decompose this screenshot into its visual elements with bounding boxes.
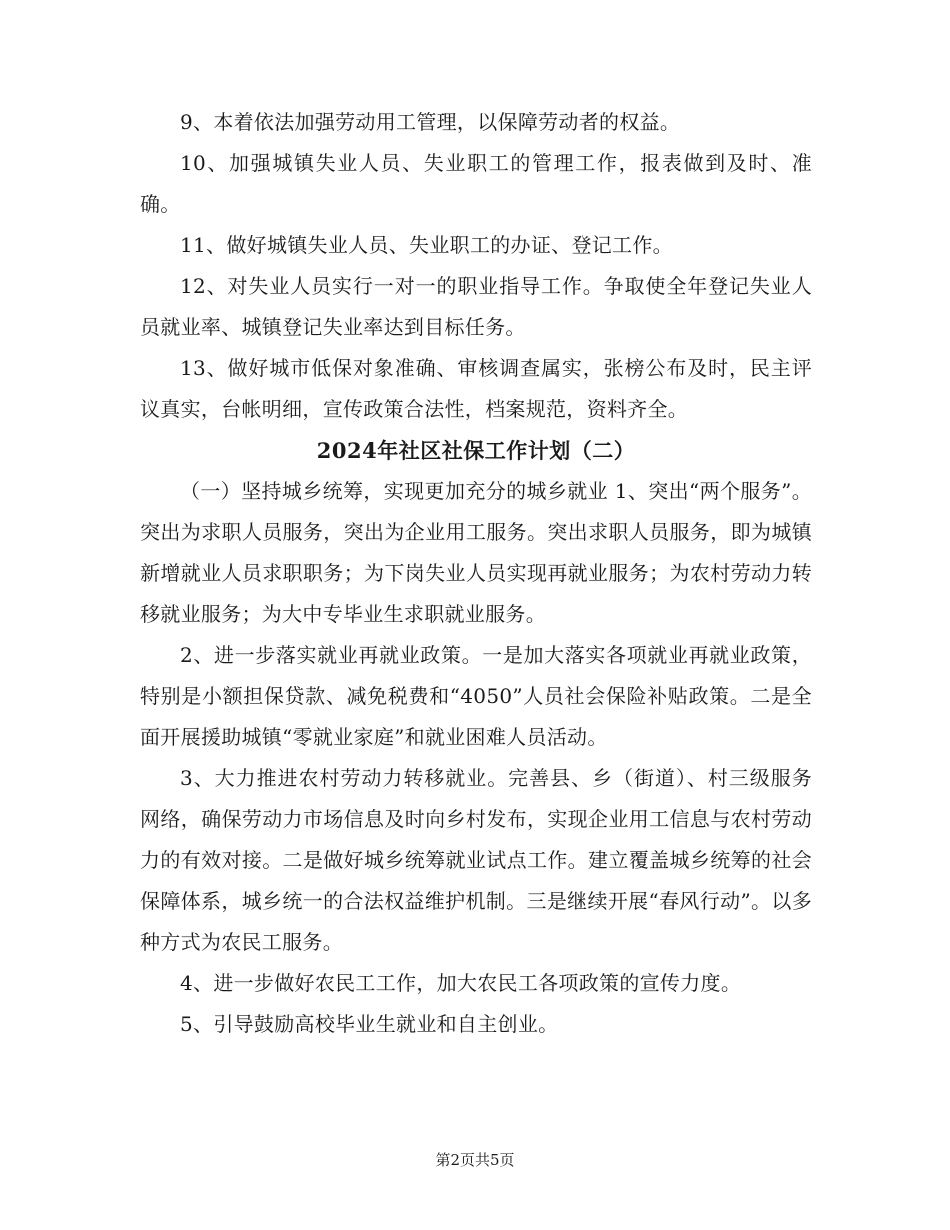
- section-title: 2024年社区社保工作计划（二）: [316, 438, 636, 463]
- paragraph-item-10: 10、加强城镇失业人员、失业职工的管理工作，报表做到及时、准确。: [140, 151, 812, 216]
- paragraph-section-1: （一）坚持城乡统筹，实现更加充分的城乡就业 1、突出“两个服务”。突出为求职人员服务，突出为企业用工服务。突出求职人员服务，即为城镇新增就业人员求职职务；为下岗失业人员实现再就业服务；为农村劳动力转移就业服务；为大中专毕业生求职就业服务。: [140, 479, 812, 626]
- paragraph-item-11: 11、做好城镇失业人员、失业职工的办证、登记工作。: [180, 233, 673, 257]
- document-page: [140, 102, 812, 1045]
- paragraph-item-12: 12、对失业人员实行一对一的职业指导工作。争取使全年登记失业人员就业率、城镇登记失业率达到目标任务。: [140, 274, 812, 339]
- paragraph-item-13: 13、做好城市低保对象准确、审核调查属实，张榜公布及时，民主评议真实，台帐明细，宣传政策合法性，档案规范，资料齐全。: [140, 356, 812, 421]
- paragraph-item-9: 9、本着依法加强劳动用工管理，以保障劳动者的权益。: [180, 110, 681, 134]
- paragraph-section-5: 5、引导鼓励高校毕业生就业和自主创业。: [180, 1012, 559, 1036]
- paragraph-section-2: 2、进一步落实就业再就业政策。一是加大落实各项就业再就业政策，特别是小额担保贷款、减免税费和“4050”人员社会保险补贴政策。二是全面开展援助城镇“零就业家庭”和就业困难人员活动。: [140, 643, 812, 749]
- paragraph-section-4: 4、进一步做好农民工工作，加大农民工各项政策的宣传力度。: [180, 971, 742, 995]
- paragraph-section-3: 3、大力推进农村劳动力转移就业。完善县、乡（街道）、村三级服务网络，确保劳动力市场信息及时向乡村发布，实现企业用工信息与农村劳动力的有效对接。二是做好城乡统筹就业试点工作。建立覆盖城乡统筹的社会保障体系，城乡统一的合法权益维护机制。三是继续开展“春风行动”。以多种方式为农民工服务。: [140, 766, 812, 954]
- page-number-footer: 第2页共5页: [435, 1151, 515, 1169]
